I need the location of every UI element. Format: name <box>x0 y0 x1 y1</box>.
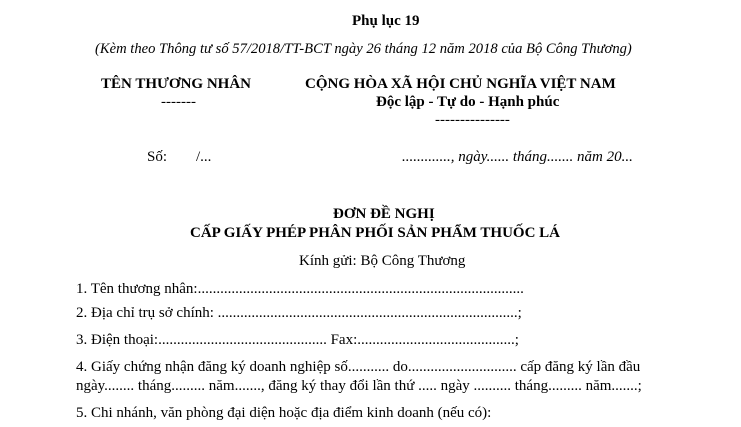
field-business-registration: 4. Giấy chứng nhận đăng ký doanh nghiệp số........... do............................. cấp đăng ký lần đầu <box>76 359 641 375</box>
form-title: ĐƠN ĐỀ NGHỊ <box>333 206 435 222</box>
motto-rule: --------------- <box>435 112 510 128</box>
field-branches: 5. Chi nhánh, văn phòng đại diện hoặc địa điểm kinh doanh (nếu có): <box>76 405 492 421</box>
field-phone-fax: 3. Điện thoại:............................................. Fax:..........................................; <box>76 332 519 348</box>
place-date-line: ............., ngày...... tháng....... năm 20... <box>402 149 633 165</box>
appendix-subtitle: (Kèm theo Thông tư số 57/2018/TT-BCT ngày 26 tháng 12 năm 2018 của Bộ Công Thương) <box>95 41 632 57</box>
recipient-line: Kính gửi: Bộ Công Thương <box>299 253 466 269</box>
document-number-label: Số: <box>147 149 168 165</box>
national-motto: Độc lập - Tự do - Hạnh phúc <box>376 94 560 110</box>
form-subject: CẤP GIẤY PHÉP PHÂN PHỐI SẢN PHẨM THUỐC LÁ <box>190 225 561 241</box>
document-number-value: /... <box>196 149 212 165</box>
field-head-office-address: 2. Địa chỉ trụ sở chính: ................................................................................; <box>76 305 522 321</box>
field-business-registration-dates: ngày........ tháng......... năm......., đăng ký thay đổi lần thứ ..... ngày .......... tháng......... năm.......; <box>76 378 642 394</box>
merchant-name-rule: ------- <box>161 94 196 110</box>
merchant-name-heading: TÊN THƯƠNG NHÂN <box>101 76 252 92</box>
field-merchant-name: 1. Tên thương nhân:....................................................................................... <box>76 281 524 297</box>
appendix-title: Phụ lục 19 <box>352 13 420 29</box>
republic-heading: CỘNG HÒA XÃ HỘI CHỦ NGHĨA VIỆT NAM <box>305 76 616 92</box>
